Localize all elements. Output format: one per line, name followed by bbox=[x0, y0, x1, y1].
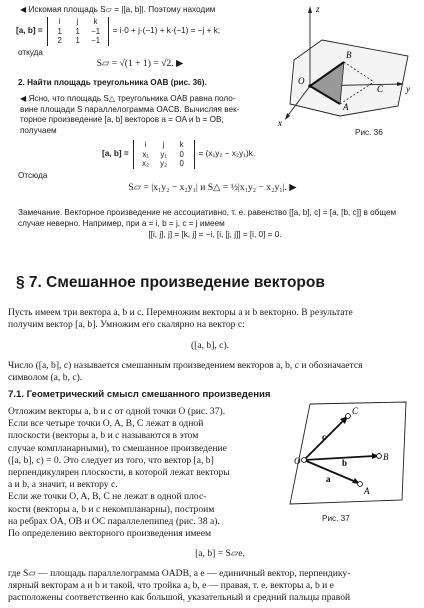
tail-line: лярный векторам a и b и такой, что тройка a, b, e — правая, т. е. векторы a, b и e bbox=[8, 580, 334, 592]
section-title: § 7. Смешанное произведение векторов bbox=[16, 274, 325, 291]
matrix-cell: y₁ bbox=[160, 149, 167, 159]
definition-line: символом (a, b, c). bbox=[8, 372, 83, 384]
item-2: 2. Найти площадь треугольника OAB (рис. 36). bbox=[18, 78, 207, 87]
intro-block bbox=[8, 307, 420, 331]
geo-block bbox=[8, 406, 270, 540]
matrix-2-result: = (x₁y₂ − x₂y₁)k. bbox=[198, 149, 256, 159]
formula-abc: ([a, b], c). bbox=[190, 340, 230, 351]
fig37-label-bpt: B bbox=[383, 452, 389, 462]
intro-line: получим вектор [a, b]. Умножим его скалярно на вектор c: bbox=[8, 319, 245, 331]
matrix-cell: k bbox=[93, 17, 98, 26]
fig37-point-c bbox=[346, 414, 351, 419]
fig37-label-apt: A bbox=[364, 486, 370, 496]
otkuda-text: откуда bbox=[18, 48, 43, 57]
fig37-point-o bbox=[302, 458, 307, 463]
fig36-label-c: C bbox=[377, 84, 384, 94]
matrix-cell: 1 bbox=[57, 26, 62, 36]
matrix-cell: −1 bbox=[91, 36, 101, 46]
geo-line: перпендикулярен плоскости, в которой лежат векторы bbox=[8, 467, 230, 479]
fig36-label-y: y bbox=[406, 84, 410, 94]
matrix-2-block bbox=[102, 140, 255, 169]
matrix-2-label: [a, b] = bbox=[102, 149, 129, 159]
matrix-cell: x₁ bbox=[142, 149, 149, 159]
matrix-cell: j bbox=[76, 17, 79, 26]
geo-line: плоскости (векторы a, b и c называются в этом bbox=[8, 430, 199, 442]
fig36-label-o: O bbox=[298, 76, 305, 86]
remark-line: Замечание. Векторное произведение не ассоциативно, т. е. равенство [[a, b], c] = [a, [b, c]] в общем bbox=[18, 208, 397, 217]
figure-36 bbox=[270, 0, 420, 130]
matrix-cell: i bbox=[144, 140, 147, 149]
matrix-cell: 1 bbox=[75, 26, 80, 36]
geo-line: Если все четыре точки O, A, B, C лежат в одной bbox=[8, 418, 204, 430]
fig37-label-va: a bbox=[326, 474, 331, 484]
subsection-title: 7.1. Геометрический смысл смешанного произведения bbox=[8, 389, 271, 400]
matrix-1 bbox=[47, 17, 109, 46]
fig37-label-o: O bbox=[294, 456, 301, 466]
formula-ab: [a, b] = S▱e, bbox=[195, 548, 245, 559]
matrix-1-result: = i·0 + j·(−1) + k·(−1) = −j + k; bbox=[112, 26, 221, 36]
para-block bbox=[20, 94, 245, 136]
matrix-1-block bbox=[16, 17, 220, 46]
geo-line: случае компланарными), то смешанное произведение bbox=[8, 442, 227, 454]
matrix-cell: 2 bbox=[57, 36, 62, 46]
para-line: торное произведение [a, b] векторов a = OA и b = OB, bbox=[20, 115, 224, 125]
fig37-label-vb: b bbox=[342, 458, 348, 468]
otsyuda-text: Отсюда bbox=[18, 171, 48, 180]
top-line-1: ◀ Искомая площадь S▱ = |[a, b]|. Поэтому находим bbox=[20, 5, 216, 14]
tail-block bbox=[8, 568, 420, 605]
geo-line: По определению векторного произведения имеем bbox=[8, 528, 212, 540]
fig36-caption: Рис. 36 bbox=[355, 128, 383, 137]
matrix-cell: −1 bbox=[91, 26, 101, 36]
fig36-origin-dot bbox=[308, 84, 312, 88]
matrix-2 bbox=[133, 140, 195, 169]
tail-line: где S▱ — площадь параллелограмма OADB, а e — единичный вектор, перпендику- bbox=[8, 568, 351, 579]
figure-37 bbox=[282, 400, 412, 510]
fig36-label-z: z bbox=[316, 4, 320, 14]
geo-line: Отложим векторы a, b и c от одной точки O (рис. 37). bbox=[8, 406, 226, 417]
matrix-cell: x₂ bbox=[142, 159, 150, 169]
matrix-cell: k bbox=[179, 140, 184, 149]
fig37-label-cpt: C bbox=[352, 406, 359, 416]
matrix-cell: 0 bbox=[179, 149, 184, 159]
remark-line: случае неверно. Например, при a = i, b = j, c = j имеем bbox=[18, 218, 225, 228]
fig36-label-b: B bbox=[346, 50, 352, 60]
area-formula: S▱ = √(1 + 1) = √2. ▶ bbox=[96, 58, 184, 69]
remark-block bbox=[18, 208, 418, 229]
geo-line: Если же точки O, A, B, C не лежат в одной плос- bbox=[8, 491, 207, 503]
matrix-cell: 1 bbox=[75, 36, 80, 46]
intro-line: Пусть имеем три вектора a, b и c. Перемножим векторы a и b векторно. В результате bbox=[8, 307, 353, 318]
geo-line: a и b, а значит, и вектору c. bbox=[8, 479, 118, 491]
fig37-label-vc: c bbox=[322, 432, 326, 442]
definition-block bbox=[8, 360, 420, 384]
matrix-cell: i bbox=[58, 17, 61, 26]
fig37-point-b bbox=[377, 454, 382, 459]
matrix-1-label: [a, b] = bbox=[16, 26, 43, 36]
remark-formula: [[i, j], j] = [k, j] = −i, [i, [j, j]] = [i, 0] = 0. bbox=[148, 230, 282, 239]
fig37-point-a bbox=[358, 482, 363, 487]
fig36-z-arrow bbox=[308, 6, 312, 13]
geo-line: ([a, b], c) = 0. Это следует из того, что вектор [a, b] bbox=[8, 454, 214, 466]
matrix-cell: 0 bbox=[179, 159, 184, 169]
matrix-cell: j bbox=[162, 140, 165, 149]
para-line: вине площади S параллелограмма OACB. Вычисляя век- bbox=[20, 104, 240, 114]
fig36-label-x: x bbox=[278, 118, 282, 128]
fig36-label-a: A bbox=[343, 102, 349, 112]
fig37-caption: Рис. 37 bbox=[322, 514, 350, 523]
geo-line: кости (векторы a, b и c некомпланарны), построим bbox=[8, 503, 215, 515]
formula-2: S▱ = |x₁y₂ − x₂y₁| и S△ = ½|x₁y₂ − x₂y₁|. ▶ bbox=[128, 182, 297, 193]
matrix-cell: y₂ bbox=[160, 159, 168, 169]
definition-line: Число ([a, b], c) называется смешанным произведением векторов a, b, c и обозначается bbox=[8, 360, 363, 371]
para-line: ◀ Ясно, что площадь S△ треугольника OAB равна поло- bbox=[20, 94, 236, 103]
geo-line: на ребрах OA, OB и OC параллелепипед (рис. 38 а). bbox=[8, 515, 220, 527]
tail-line: расположены соответственно как большой, указательный и средний пальцы правой bbox=[8, 592, 351, 604]
para-line: получаем bbox=[20, 125, 57, 135]
